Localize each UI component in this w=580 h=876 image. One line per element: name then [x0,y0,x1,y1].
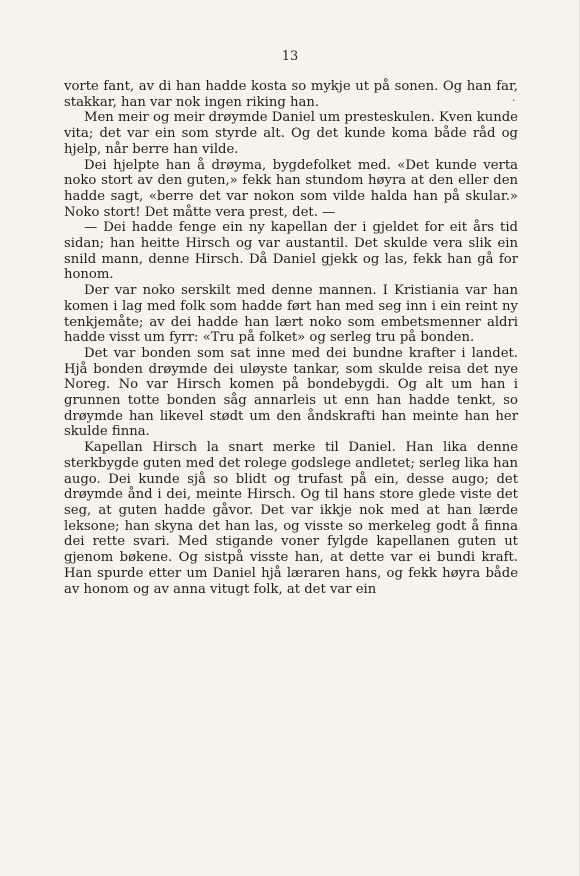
margin-mark: . [512,91,516,104]
page-number: 13 [281,49,299,64]
paragraph-6: Det var bonden som sat inne med dei bundne krafter i landet. Hjå bonden drøymde dei uløyste tankar, som skulde reisa det nye Noreg. No var Hirsch komen på bondebygdi. Og alt um han i grunnen totte bonden såg annarleis ut enn han hadde tenkt, so drøymde han likevel stødt um den åndskrafti han meinte han her skulde finna. [64,345,518,440]
paragraph-5: Der var noko serskilt med denne mannen. I Kristiania var han komen i lag med folk som hadde ført han med seg inn i ein reint ny tenkjemåte; av dei hadde han lært noko som embetsmenner aldri hadde visst um fyrr: «Tru på folket» og serleg tru på bonden. [64,283,518,346]
paragraph-1: vorte fant, av di han hadde kosta so mykje ut på sonen. Og han far, stakkar, han var nok ingen riking han. [64,79,518,110]
paragraph-7: Kapellan Hirsch la snart merke til Daniel. Han lika denne sterkbygde guten med det rolege godslege andletet; serleg lika han augo. Dei kunde sjå so blidt og trufast på ein, desse augo; det drøymde ånd i dei, meinte Hirsch. Og til hans store glede viste det seg, at guten hadde gåvor. Det var ikkje nok med at han lærde leksone; han skyna det han las, og visste so merkeleg godt å finna dei rette svari. Med stigande voner fylgde kapellanen guten ut gjenom bøkene. Og sistpå visste han, at dette var ei bundi kraft. Han spurde etter um Daniel hjå læraren hans, og fekk høyra både av honom og av anna vitugt folk, at det var ein [64,440,518,597]
paragraph-2: Men meir og meir drøymde Daniel um presteskulen. Kven kunde vita; det var ein som styrde alt. Og det kunde koma både råd og hjelp, når berre han vilde. [64,110,518,157]
body-text [64,79,518,597]
paragraph-3: Dei hjelpte han å drøyma, bygdefolket med. «Det kunde verta noko stort av den guten,» fekk han stundom høyra at den eller den hadde sagt, «berre det var nokon som vilde halda han på skular.» Noko stort! Det måtte vera prest, det. — [64,157,518,220]
paragraph-4: — Dei hadde fenge ein ny kapellan der i gjeldet for eit års tid sidan; han heitte Hirsch og var austantil. Det skulde vera slik ein snild mann, denne Hirsch. Då Daniel gjekk og las, fekk han gå for honom. [64,220,518,283]
